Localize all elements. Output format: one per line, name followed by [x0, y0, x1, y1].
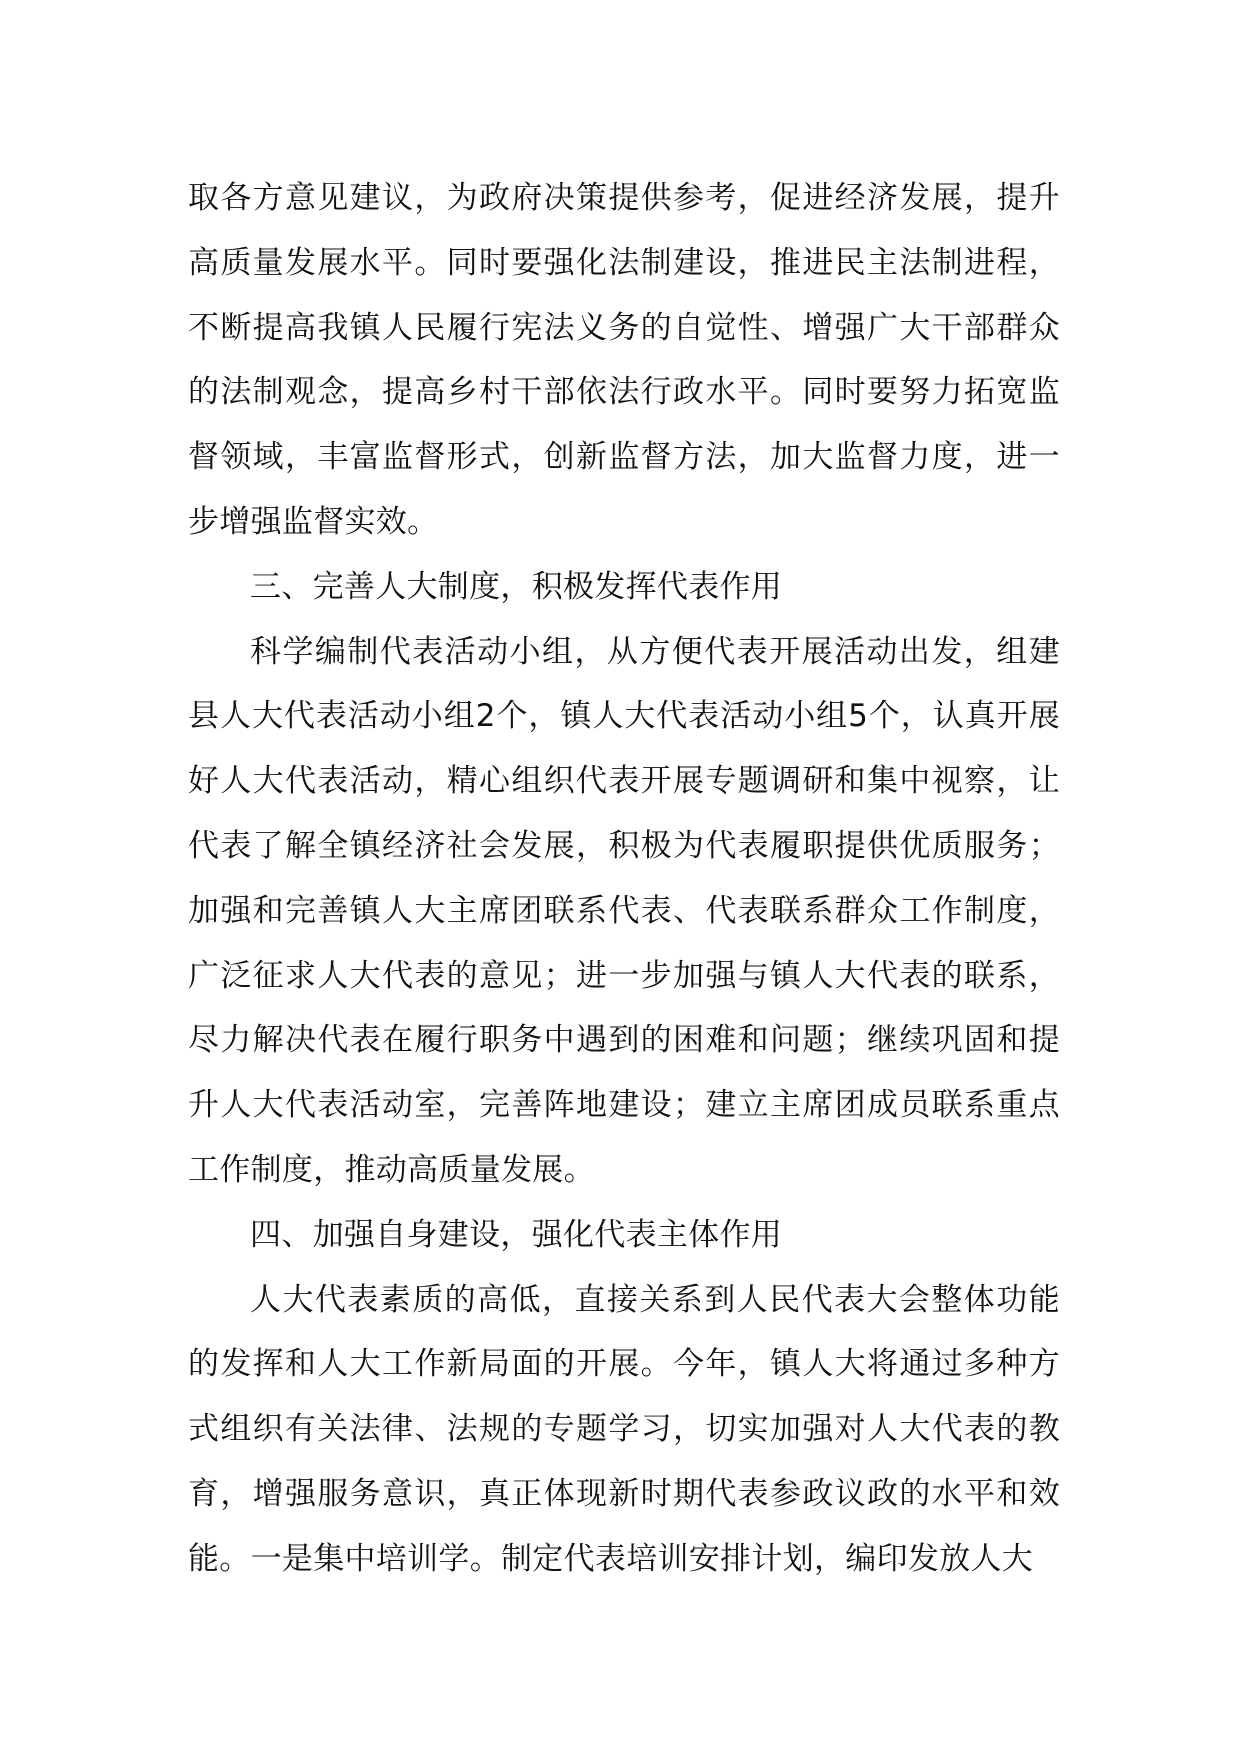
section-heading-four: 四、加强自身建设，强化代表主体作用 — [250, 1216, 783, 1253]
body-paragraph-section-four: 人大代表素质的高低，直接关系到人民代表大会整体功能的发挥和人大工作新局面的开展。今年，镇人大将通过多种方式组织有关法律、法规的专题学习，切实加强对人大代表的教育，增强服务意识，真正体现新时期代表参政议政的水平和效能。一是集中培训学。制定代表培训安排计划，编印发放人大 — [188, 1281, 1060, 1577]
body-paragraph-section-three: 科学编制代表活动小组，从方便代表开展活动出发，组建县人大代表活动小组2个，镇人大代表活动小组5个，认真开展好人大代表活动，精心组织代表开展专题调研和集中视察，让代表了解全镇经济社会发展，积极为代表履职提供优质服务；加强和完善镇人大主席团联系代表、代表联系群众工作制度，广泛征求人大代表的意见；进一步加强与镇人大代表的联系，尽力解决代表在履行职务中遇到的困难和问题；继续巩固和提升人大代表活动室，完善阵地建设；建立主席团成员联系重点工作制度，推动高质量发展。 — [188, 633, 1060, 1188]
section-heading-three: 三、完善人大制度，积极发挥代表作用 — [250, 568, 783, 605]
body-paragraph-continuation: 取各方意见建议，为政府决策提供参考，促进经济发展，提升高质量发展水平。同时要强化法制建设，推进民主法制进程，不断提高我镇人民履行宪法义务的自觉性、增强广大干部群众的法制观念，提高乡村干部依法行政水平。同时要努力拓宽监督领域，丰富监督形式，创新监督方法，加大监督力度，进一步增强监督实效。 — [188, 180, 1060, 540]
document-body — [188, 166, 1060, 1592]
